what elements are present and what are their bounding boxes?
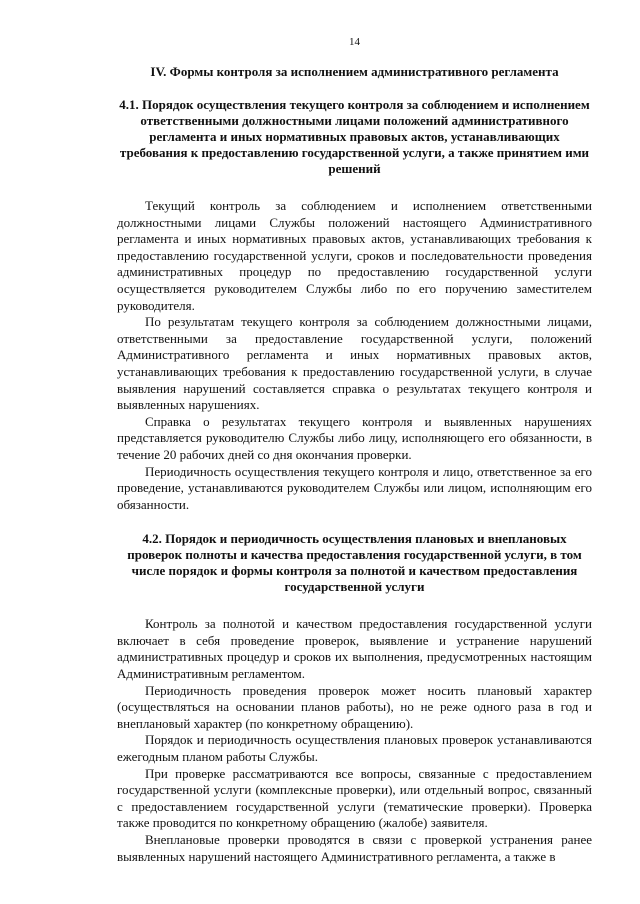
paragraph: Контроль за полнотой и качеством предоставления государственной услуги включает в себя проведение проверок, выявление и устранение нарушений административных процедур и сроков их выполнения, предусмотренных настоящим Административным регламентом. bbox=[117, 616, 592, 682]
paragraph: По результатам текущего контроля за соблюдением должностными лицами, ответственными за предоставление государственной услуги, положений Административного регламента и иных нормативных правовых актов, устанавливающих требования к предоставлению государственной услуги, в случае выявления нарушений составляется справка о результатах текущего контроля и выявленных нарушениях. bbox=[117, 314, 592, 413]
paragraph: Периодичность проведения проверок может носить плановый характер (осуществляться на основании планов работы), но не реже одного раза в год и внеплановый характер (по конкретному обращению). bbox=[117, 682, 592, 731]
paragraph: Порядок и периодичность осуществления плановых проверок устанавливаются ежегодным планом работы Службы. bbox=[117, 732, 592, 765]
section-title: IV. Формы контроля за исполнением административного регламента bbox=[150, 64, 559, 79]
paragraph: Справка о результатах текущего контроля и выявленных нарушениях представляется руководителю Службы либо лицу, исполняющего его обязанности, в течение 20 рабочих дней со дня окончания проверки. bbox=[117, 413, 592, 462]
subsection-2-title: 4.2. Порядок и периодичность осуществления плановых и внеплановых проверок полноты и качества предоставления государственной услуги, в том числе порядок и формы контроля за полнотой и качеством предоставления государственной услуги bbox=[127, 531, 582, 595]
paragraph: Периодичность осуществления текущего контроля и лицо, ответственное за его проведение, устанавливаются руководителем Службы или лицом, исполняющим его обязанности. bbox=[117, 463, 592, 512]
paragraph: Внеплановые проверки проводятся в связи с проверкой устранения ранее выявленных нарушений настоящего Административного регламента, а также в bbox=[117, 832, 592, 864]
page-number: 14 bbox=[349, 36, 360, 48]
paragraph: Текущий контроль за соблюдением и исполнением ответственными должностными лицами Службы положений настоящего Административного регламента и иных нормативных правовых актов, устанавливающих требования к предоставлению государственной услуги, сроков и последовательности проведения административных процедур по предоставлению государственной услуги осуществляется руководителем Службы либо по его поручению заместителем руководителя. bbox=[117, 198, 592, 313]
subsection-1-title: 4.1. Порядок осуществления текущего контроля за соблюдением и исполнением ответственными должностными лицами положений административного регламента и иных нормативных правовых актов, устанавливающих требования к предоставлению государственной услуги, а также принятием ими решений bbox=[119, 97, 590, 176]
paragraph: При проверке рассматриваются все вопросы, связанные с предоставлением государственной услуги (комплексные проверки), или отдельный вопрос, связанный с предоставлением государственной услуги (тематические проверки). Проверка также проводится по конкретному обращению (жалобе) заявителя. bbox=[117, 765, 592, 831]
